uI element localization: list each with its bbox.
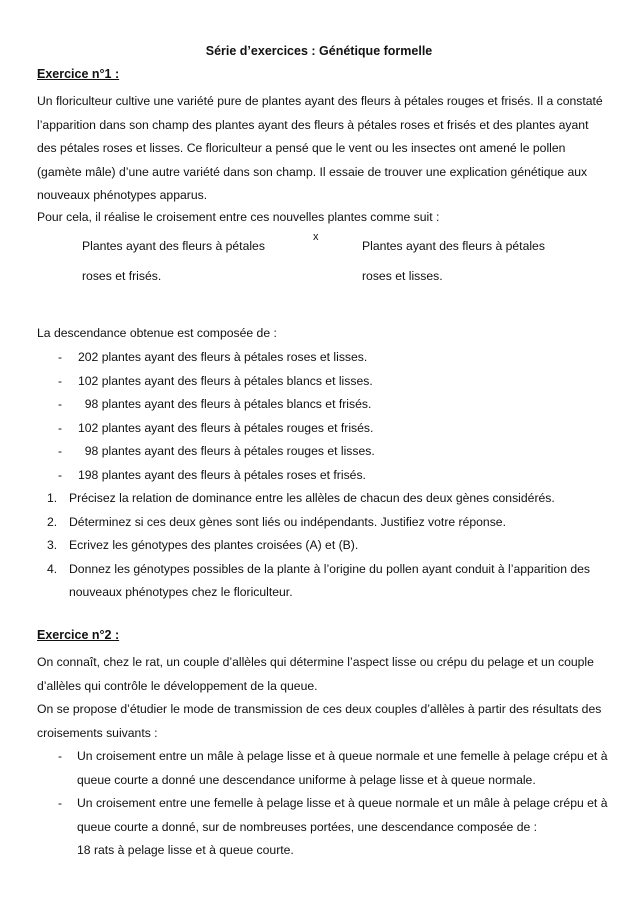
exercise-2-intro-2: On se propose d’étudier le mode de transmission de ces deux couples d’allèles à partir des résultats des croisements suivants : bbox=[37, 702, 602, 740]
parent-a-line-1: Plantes ayant des fleurs à pétales bbox=[82, 239, 265, 253]
parent-b-line-1: Plantes ayant des fleurs à pétales bbox=[362, 239, 545, 253]
exercise-1-cross-intro: Pour cela, il réalise le croisement entre ces nouvelles plantes comme suit : bbox=[37, 210, 440, 224]
parent-b-line-2: roses et lisses. bbox=[362, 269, 443, 283]
crosses-list bbox=[58, 745, 608, 863]
parent-a bbox=[82, 231, 282, 291]
document-title: Série d’exercices : Génétique formelle bbox=[205, 44, 433, 58]
list-item: - 98 plantes ayant des fleurs à pétales rouges et lisses. bbox=[58, 444, 375, 458]
descendance-list bbox=[58, 346, 375, 487]
list-item: - 102 plantes ayant des fleurs à pétales rouges et frisés. bbox=[58, 420, 374, 435]
exercise-2-intro: On connaît, chez le rat, un couple d’allèles qui détermine l’aspect lisse ou crépu du pelage et un couple d’allèles qui contrôle le développement de la queue. bbox=[37, 655, 594, 693]
exercise-2-heading: Exercice n°2 : bbox=[37, 628, 120, 642]
list-item: - Un croisement entre une femelle à pelage lisse et à queue normale et un mâle à pelage crépu et à queue courte a donné, sur de nombreuses portées, une descendance composée de : 18 rats à pelage lisse et à queue courte. bbox=[58, 792, 608, 863]
list-item: - 98 plantes ayant des fleurs à pétales blancs et frisés. bbox=[58, 397, 372, 411]
list-item: - 102 plantes ayant des fleurs à pétales blancs et lisses. bbox=[58, 373, 373, 388]
list-item: - Un croisement entre un mâle à pelage lisse et à queue normale et une femelle à pelage crépu et à queue courte a donné une descendance uniforme à pelage lisse et à queue normale. bbox=[58, 749, 608, 787]
cross-diagram bbox=[0, 231, 638, 281]
exercise-1-heading: Exercice n°1 : bbox=[37, 67, 120, 81]
exercise-1-intro: Un floriculteur cultive une variété pure de plantes ayant des fleurs à pétales rouges et frisés. Il a constaté l’apparition dans son champ des plantes ayant des fleurs à pétales roses et frisés et des plantes ayant des pétales roses et lisses. Ce floriculteur a pensé que le vent ou les insectes ont amené le pollen (gamète mâle) d’une autre variété dans son champ. Il essaie de trouver une explication génétique aux nouveaux phénotypes apparus. bbox=[37, 94, 603, 202]
cross-sign: x bbox=[313, 231, 319, 243]
list-item: - 198 plantes ayant des fleurs à pétales roses et frisés. bbox=[58, 467, 366, 482]
question-item: 4. Donnez les génotypes possibles de la plante à l’origine du pollen ayant conduit à l’apparition des nouveaux phénotypes chez le floriculteur. bbox=[47, 561, 591, 599]
question-item: 2. Déterminez si ces deux gènes sont liés ou indépendants. Justifiez votre réponse. bbox=[47, 514, 506, 529]
list-item: - 202 plantes ayant des fleurs à pétales roses et lisses. bbox=[58, 350, 368, 364]
question-item: 3. Ecrivez les génotypes des plantes croisées (A) et (B). bbox=[47, 538, 359, 552]
questions-list bbox=[47, 487, 609, 605]
result-line: 18 rats à pelage lisse et à queue courte. bbox=[77, 843, 294, 857]
parent-a-line-2: roses et frisés. bbox=[82, 269, 162, 283]
parent-b bbox=[362, 231, 562, 291]
question-item: 1. Précisez la relation de dominance entre les allèles de chacun des deux gènes considérés. bbox=[47, 491, 555, 505]
descendance-intro: La descendance obtenue est composée de : bbox=[37, 326, 277, 340]
